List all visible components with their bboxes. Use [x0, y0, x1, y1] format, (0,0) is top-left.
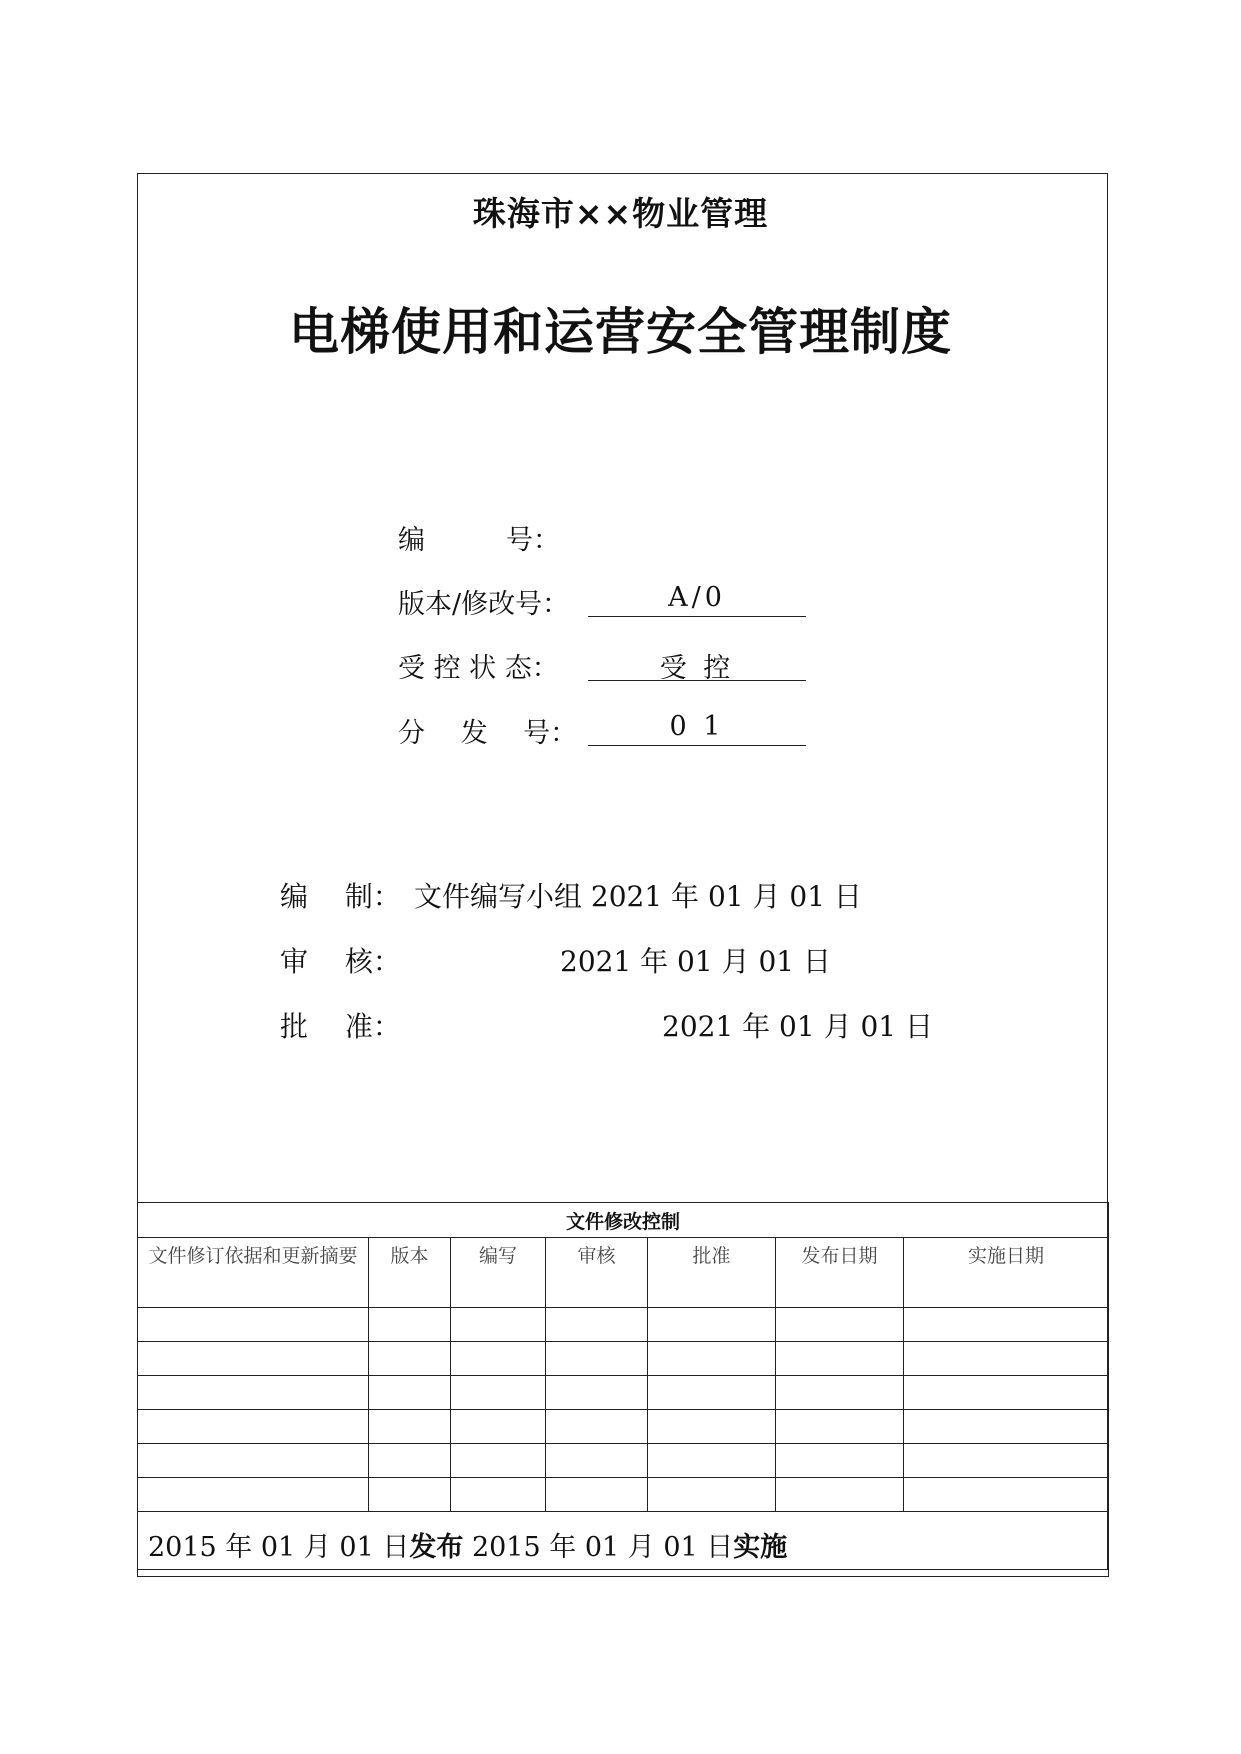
table-row: [138, 1444, 1109, 1478]
table-cell: [776, 1478, 904, 1512]
table-cell: [904, 1410, 1109, 1444]
table-cell: [369, 1444, 451, 1478]
table-cell: [648, 1410, 776, 1444]
doc-number-label: 编 号：: [398, 525, 560, 556]
column-header: 发布日期: [776, 1238, 904, 1308]
revision-table-title: 文件修改控制: [138, 1203, 1109, 1238]
version-value: A/0: [588, 582, 806, 617]
control-status-label: 受 控 状 态：: [398, 653, 559, 684]
table-cell: [451, 1376, 546, 1410]
table-cell: [546, 1376, 648, 1410]
review-value: 2021 年 01 月 01 日: [560, 945, 832, 978]
approve-value: 2021 年 01 月 01 日: [662, 1010, 934, 1043]
effective-date: 2015 年 01 月 01 日: [471, 1531, 734, 1563]
table-cell: [369, 1478, 451, 1512]
company-name: 珠海市××物业管理: [472, 194, 769, 233]
table-cell: [546, 1308, 648, 1342]
version-row: [398, 582, 726, 620]
distribution-value: 0 1: [588, 711, 806, 746]
table-cell: [904, 1342, 1109, 1376]
table-cell: [776, 1444, 904, 1478]
column-header: 审核: [546, 1238, 648, 1308]
table-cell: [904, 1308, 1109, 1342]
table-cell: [904, 1376, 1109, 1410]
review-label: 审 核：: [280, 945, 401, 978]
control-status-value: 受 控: [588, 646, 806, 681]
table-row: [138, 1376, 1109, 1410]
effective-word: 实施: [733, 1531, 788, 1563]
approve-label: 批 准：: [280, 1010, 401, 1043]
table-cell: [451, 1410, 546, 1444]
table-cell: [369, 1308, 451, 1342]
table-cell: [904, 1478, 1109, 1512]
table-cell: [904, 1444, 1109, 1478]
revision-control-table: [137, 1202, 1109, 1577]
table-cell: [138, 1410, 369, 1444]
table-cell: [451, 1308, 546, 1342]
distribution-row: [398, 711, 725, 749]
table-cell: [776, 1308, 904, 1342]
publish-word: 发布: [409, 1531, 464, 1563]
distribution-label: 分 发 号：: [398, 718, 578, 749]
table-cell: [451, 1478, 546, 1512]
table-cell: [369, 1342, 451, 1376]
table-cell: [648, 1376, 776, 1410]
column-header: 实施日期: [904, 1238, 1109, 1308]
table-row: [138, 1308, 1109, 1342]
approve-row: [280, 1005, 933, 1045]
table-cell: [451, 1342, 546, 1376]
table-cell: [648, 1478, 776, 1512]
compile-label: 编 制：: [280, 880, 401, 913]
table-cell: [546, 1410, 648, 1444]
column-header: 文件修订依据和更新摘要: [138, 1238, 369, 1308]
table-cell: [138, 1444, 369, 1478]
column-header: 批准: [648, 1238, 776, 1308]
review-row: [280, 940, 831, 980]
table-cell: [138, 1478, 369, 1512]
table-cell: [451, 1444, 546, 1478]
table-cell: [546, 1444, 648, 1478]
table-cell: [648, 1308, 776, 1342]
column-header: 编写: [451, 1238, 546, 1308]
table-cell: [546, 1478, 648, 1512]
doc-number-row: [398, 518, 588, 554]
table-cell: [776, 1342, 904, 1376]
table-cell: [546, 1342, 648, 1376]
table-cell: [648, 1342, 776, 1376]
document-title: 电梯使用和运营安全管理制度: [289, 303, 952, 361]
issue-footer: [138, 1512, 1109, 1577]
table-cell: [138, 1308, 369, 1342]
table-cell: [648, 1444, 776, 1478]
table-row: [138, 1342, 1109, 1376]
control-status-row: [398, 646, 735, 684]
version-label: 版本/修改号：: [398, 589, 570, 620]
table-cell: [369, 1410, 451, 1444]
compile-value: 文件编写小组 2021 年 01 月 01 日: [414, 880, 862, 913]
table-cell: [138, 1342, 369, 1376]
compile-row: [280, 875, 862, 915]
column-header: 版本: [369, 1238, 451, 1308]
table-cell: [776, 1376, 904, 1410]
table-cell: [369, 1376, 451, 1410]
table-row: [138, 1410, 1109, 1444]
table-cell: [776, 1410, 904, 1444]
publish-date: 2015 年 01 月 01 日: [148, 1531, 410, 1563]
table-row: [138, 1478, 1109, 1512]
table-cell: [138, 1376, 369, 1410]
